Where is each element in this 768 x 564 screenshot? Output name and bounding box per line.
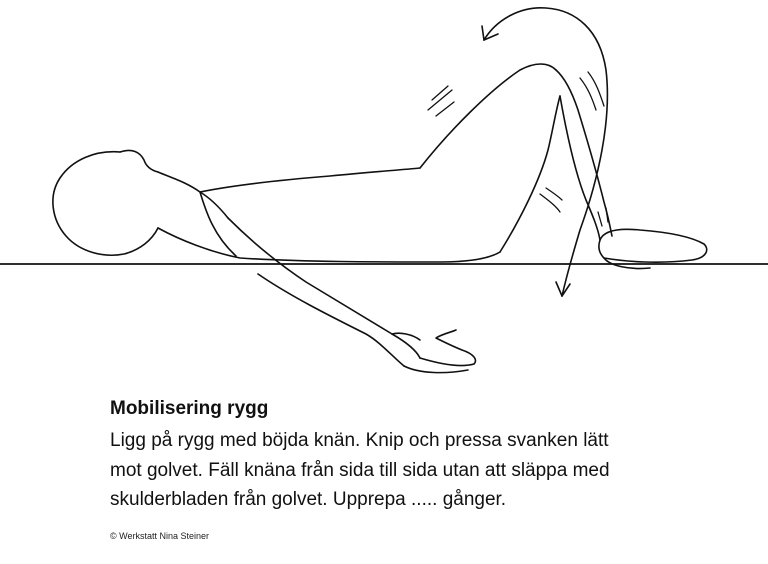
exercise-instructions <box>110 426 730 515</box>
exercise-caption <box>110 398 730 515</box>
person-figure-icon <box>53 64 707 373</box>
instruction-line: Ligg på rygg med böjda knän. Knip och pressa svanken lätt <box>110 430 609 451</box>
instruction-line: mot golvet. Fäll knäna från sida till sida utan att släppa med <box>110 459 610 481</box>
exercise-title: Mobilisering rygg <box>110 398 269 419</box>
instruction-line: skulderbladen från golvet. Upprepa ..... gånger. <box>110 489 507 510</box>
copyright-notice: © Werkstatt Nina Steiner <box>110 531 209 541</box>
curved-double-arrow-icon <box>482 8 607 296</box>
motion-lines-icon <box>428 72 608 226</box>
